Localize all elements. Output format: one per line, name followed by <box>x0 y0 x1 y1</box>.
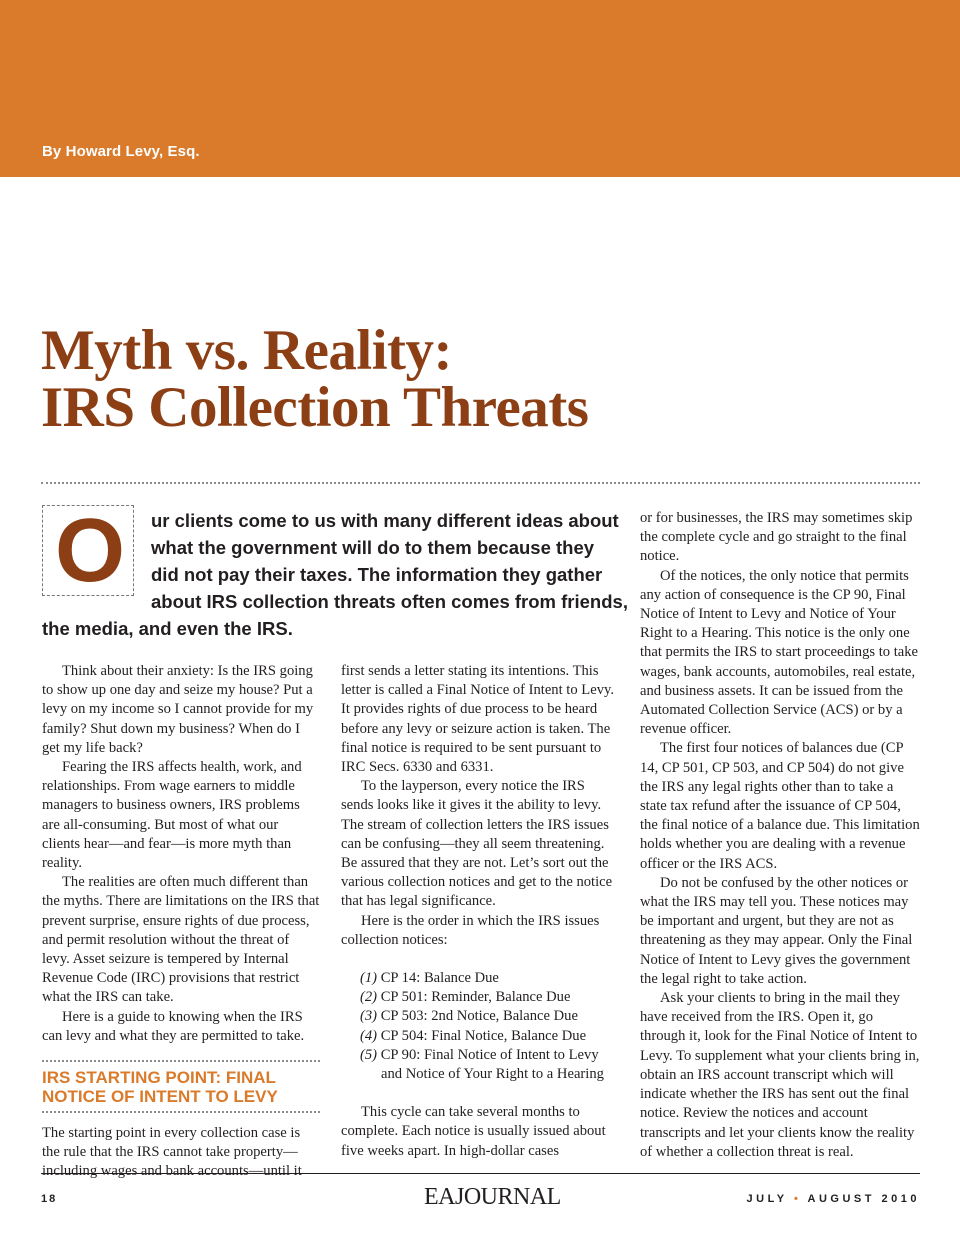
notice-list <box>341 969 618 1084</box>
dropcap-letter: O <box>55 501 126 601</box>
paragraph: Of the notices, the only notice that permits any action of consequence is the CP 90, Final Notice of Intent to Levy and Notice of Your Right to a Hearing. This notice is the only one that permits the IRS to start proceedings to take wages, bank accounts, automobiles, real estate, and business assets. It can be issued from the Automated Collection Service (ACS) or by a revenue officer. <box>640 567 919 738</box>
paragraph: first sends a letter stating its intentions. This letter is called a Final Notice of Intent to Levy. It provides rights of due process to be heard before any levy or seizure action is taken. The final notice is required to be sent pursuant to IRC Secs. 6330 and 6331. <box>341 663 614 776</box>
intro-line-1: ur clients come to us with many different ideas about <box>151 510 619 531</box>
subhead-line-1: IRS STARTING POINT: FINAL <box>42 1068 276 1088</box>
intro-line-3: did not pay their taxes. The information they gather <box>151 564 603 585</box>
paragraph: Here is a guide to knowing when the IRS can levy and what they are permitted to take. <box>42 1008 305 1044</box>
byline: By Howard Levy, Esq. <box>42 143 200 160</box>
column-2 <box>341 662 618 1161</box>
paragraph: The first four notices of balances due (CP 14, CP 501, CP 503, and CP 504) do not give the IRS any legal rights other than to take a state tax refund after the issuance of CP 504, the final notice of a balance due. This limitation holds whether you are dealing with a revenue officer or the IRS ACS. <box>640 740 920 872</box>
article-title <box>41 319 589 439</box>
list-item: (2) CP 501: Reminder, Balance Due <box>360 989 571 1006</box>
intro-line-2: what the government will do to them because they <box>151 537 595 558</box>
paragraph: Do not be confused by the other notices or what the IRS may tell you. These notices may be important and urgent, but they are not as threatening as they may appear. Only the Final Notice of Intent to Levy gives the government the legal right to take action. <box>640 874 913 987</box>
list-item: (4) CP 504: Final Notice, Balance Due <box>360 1027 587 1044</box>
intro-line-5: the media, and even the IRS. <box>42 618 293 639</box>
list-item: (1) CP 14: Balance Due <box>360 970 499 987</box>
paragraph: To the layperson, every notice the IRS sends looks like it gives it the ability to levy. The stream of collection letters the IRS issues can be confusing—they all seem threatening. Be assured that they are not. Let’s sort out the various collection notices and get to the notice that has legal significance. <box>341 778 613 910</box>
paragraph: Think about their anxiety: Is the IRS going to show up one day and seize my house? Put a levy on my income so I cannot provide for my family? Shut down my business? When do I get my life back? <box>42 663 314 756</box>
list-item: (5) CP 90: Final Notice of Intent to Levy and Notice of Your Right to a Hearing <box>360 1046 604 1083</box>
separator-dot: • <box>794 1193 802 1205</box>
column-1 <box>42 662 320 1182</box>
ea-journal-logo: EAJOURNAL <box>424 1184 561 1210</box>
title-line-2: IRS Collection Threats <box>41 376 589 439</box>
paragraph: The starting point in every collection case is the rule that the IRS cannot take property—including wages and bank accounts—until it <box>42 1125 302 1180</box>
subhead-line-2: NOTICE OF INTENT TO LEVY <box>42 1087 278 1107</box>
page-number: 18 <box>41 1193 58 1205</box>
title-line-1: Myth vs. Reality: <box>41 319 453 382</box>
section-subhead <box>42 1060 320 1113</box>
paragraph: Fearing the IRS affects health, work, and relationships. From wage earners to middle managers to business owners, IRS problems are all-consuming. But most of what our clients hear—and fear—is more myth than reality. <box>42 759 302 872</box>
title-divider <box>41 482 920 484</box>
paragraph: Here is the order in which the IRS issues collection notices: <box>341 912 600 948</box>
header-banner <box>0 0 960 177</box>
list-item: (3) CP 503: 2nd Notice, Balance Due <box>360 1008 578 1025</box>
paragraph: Ask your clients to bring in the mail they have received from the IRS. Open it, go through it, look for the Final Notice of Intent to Levy. To supplement what your clients bring in, obtain an IRS account transcript which will indicate whether the IRS has sent out the final notice. Review the notices and account transcripts and let your clients know the reality of whether a collection threat is real. <box>640 990 920 1160</box>
footer-rule <box>41 1173 920 1174</box>
intro-line-4: about IRS collection threats often comes from friends, <box>151 591 628 612</box>
paragraph: The realities are often much different than the myths. There are limitations on the IRS that prevent surprise, ensure rights of due process, and permit resolution without the threat of levy. Asset seizure is tempered by Internal Revenue Code (IRC) provisions that restrict what the IRS can take. <box>42 874 320 1006</box>
issue-date: JULY • AUGUST 2010 <box>746 1193 920 1205</box>
paragraph: or for businesses, the IRS may sometimes skip the complete cycle and go straight to the final notice. <box>640 510 913 565</box>
paragraph: This cycle can take several months to complete. Each notice is usually issued about five weeks apart. In high-dollar cases <box>341 1104 606 1159</box>
column-3 <box>640 509 920 1162</box>
